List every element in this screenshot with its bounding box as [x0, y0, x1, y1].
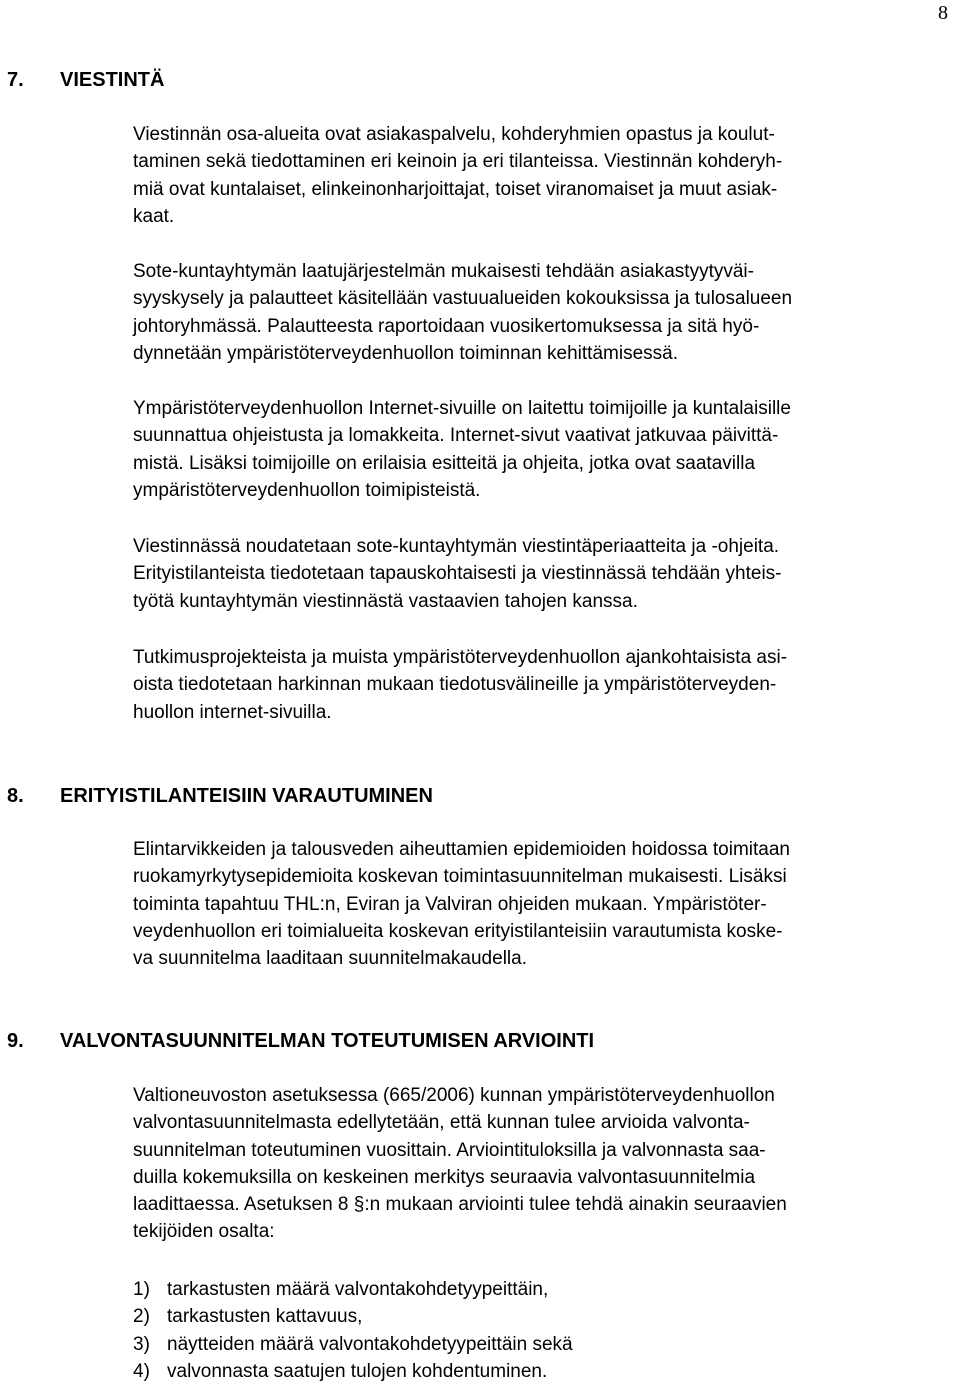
list-item — [133, 1358, 573, 1385]
text-line: suunnitelman toteutuminen vuosittain. Arviointituloksilla ja valvonnasta saa- — [133, 1139, 766, 1161]
list-marker: 1) — [133, 1279, 150, 1300]
section-number: 9. — [7, 1030, 24, 1052]
section-title: VALVONTASUUNNITELMAN TOTEUTUMISEN ARVIOINTI — [60, 1030, 595, 1052]
text-line: työtä kuntayhtymän viestinnästä vastaavien tahojen kanssa. — [133, 590, 638, 612]
paragraph — [133, 121, 957, 230]
text-line: Viestinnässä noudatetaan sote-kuntayhtymän viestintäperiaatteita ja -ohjeita. — [133, 536, 780, 557]
text-line: dynnetään ympäristöterveydenhuollon toiminnan kehittämisessä. — [133, 342, 678, 364]
text-line: taminen sekä tiedottaminen eri keinoin ja eri tilanteissa. Viestinnän kohderyh- — [133, 151, 783, 173]
paragraph — [133, 1082, 957, 1246]
list-item-text: tarkastusten kattavuus, — [167, 1306, 363, 1328]
paragraph — [133, 258, 957, 367]
section-heading-9 — [7, 1027, 594, 1055]
text-line: Ympäristöterveydenhuollon Internet-sivuille on laitettu toimijoille ja kuntalaisille — [133, 398, 791, 419]
paragraph — [133, 395, 957, 504]
list-item — [133, 1276, 573, 1303]
section-number: 8. — [7, 785, 24, 807]
text-line: mistä. Lisäksi toimijoille on erilaisia esitteitä ja ohjeita, jotka ovat saatavilla — [133, 452, 756, 474]
text-line: Valtioneuvoston asetuksessa (665/2006) kunnan ympäristöterveydenhuollon — [133, 1085, 775, 1106]
text-line: laadittaessa. Asetuksen 8 §:n mukaan arviointi tulee tehdä ainakin seuraavien — [133, 1194, 787, 1216]
text-line: tekijöiden osalta: — [133, 1221, 275, 1243]
text-line: syyskysely ja palautteet käsitellään vastuualueiden kokouksissa ja tulosalueen — [133, 288, 793, 310]
section-title: ERITYISTILANTEISIIN VARAUTUMINEN — [60, 785, 433, 807]
list-marker: 3) — [133, 1333, 150, 1355]
list-item-text: näytteiden määrä valvontakohdetyypeittäin sekä — [167, 1333, 573, 1355]
paragraph — [133, 533, 957, 615]
paragraph — [133, 836, 957, 972]
page-number: 8 — [938, 2, 948, 24]
text-line: Viestinnän osa-alueita ovat asiakaspalvelu, kohderyhmien opastus ja koulut- — [133, 124, 775, 145]
text-line: Erityistilanteista tiedotetaan tapauskohtaisesti ja viestinnässä tehdään yhteis- — [133, 563, 782, 585]
text-line: valvontasuunnitelmasta edellytetään, että kunnan tulee arvioida valvonta- — [133, 1112, 750, 1134]
text-line: oista tiedotetaan harkinnan mukaan tiedotusvälineille ja ympäristöterveyden- — [133, 674, 777, 696]
section-title: VIESTINTÄ — [60, 69, 165, 91]
list-item — [133, 1331, 573, 1358]
text-line: suunnattua ohjeistusta ja lomakkeita. Internet-sivut vaativat jatkuvaa päivittä- — [133, 425, 779, 447]
section-heading-7 — [7, 66, 164, 94]
text-line: johtoryhmässä. Palautteesta raportoidaan vuosikertomuksessa ja sitä hyö- — [133, 315, 760, 337]
list-marker: 2) — [133, 1306, 150, 1328]
evaluation-criteria-list — [133, 1276, 573, 1385]
text-line: huollon internet-sivuilla. — [133, 701, 332, 723]
text-line: toiminta tapahtuu THL:n, Eviran ja Valviran ohjeiden mukaan. Ympäristöter- — [133, 893, 767, 915]
text-line: kaat. — [133, 205, 175, 227]
text-line: Sote-kuntayhtymän laatujärjestelmän mukaisesti tehdään asiakastyytyväi- — [133, 261, 754, 282]
text-line: va suunnitelma laaditaan suunnitelmakaudella. — [133, 948, 527, 970]
text-line: duilla kokemuksilla on keskeinen merkitys seuraavia valvontasuunnitelmia — [133, 1166, 756, 1188]
section-heading-8 — [7, 782, 433, 810]
text-line: Tutkimusprojekteista ja muista ympäristöterveydenhuollon ajankohtaisista asi- — [133, 647, 788, 668]
text-line: Elintarvikkeiden ja talousveden aiheuttamien epidemioiden hoidossa toimitaan — [133, 839, 790, 860]
section-number: 7. — [7, 69, 24, 91]
text-line: ympäristöterveydenhuollon toimipisteistä. — [133, 479, 481, 501]
list-item-text: tarkastusten määrä valvontakohdetyypeittäin, — [167, 1279, 549, 1300]
text-line: ruokamyrkytysepidemioita koskevan toimintasuunnitelman mukaisesti. Lisäksi — [133, 866, 787, 888]
list-item — [133, 1303, 573, 1330]
list-marker: 4) — [133, 1360, 150, 1382]
paragraph — [133, 644, 957, 726]
list-item-text: valvonnasta saatujen tulojen kohdentuminen. — [167, 1360, 548, 1382]
text-line: miä ovat kuntalaiset, elinkeinonharjoittajat, toiset viranomaiset ja muut asiak- — [133, 178, 778, 200]
text-line: veydenhuollon eri toimialueita koskevan erityistilanteisiin varautumista koske- — [133, 920, 783, 942]
